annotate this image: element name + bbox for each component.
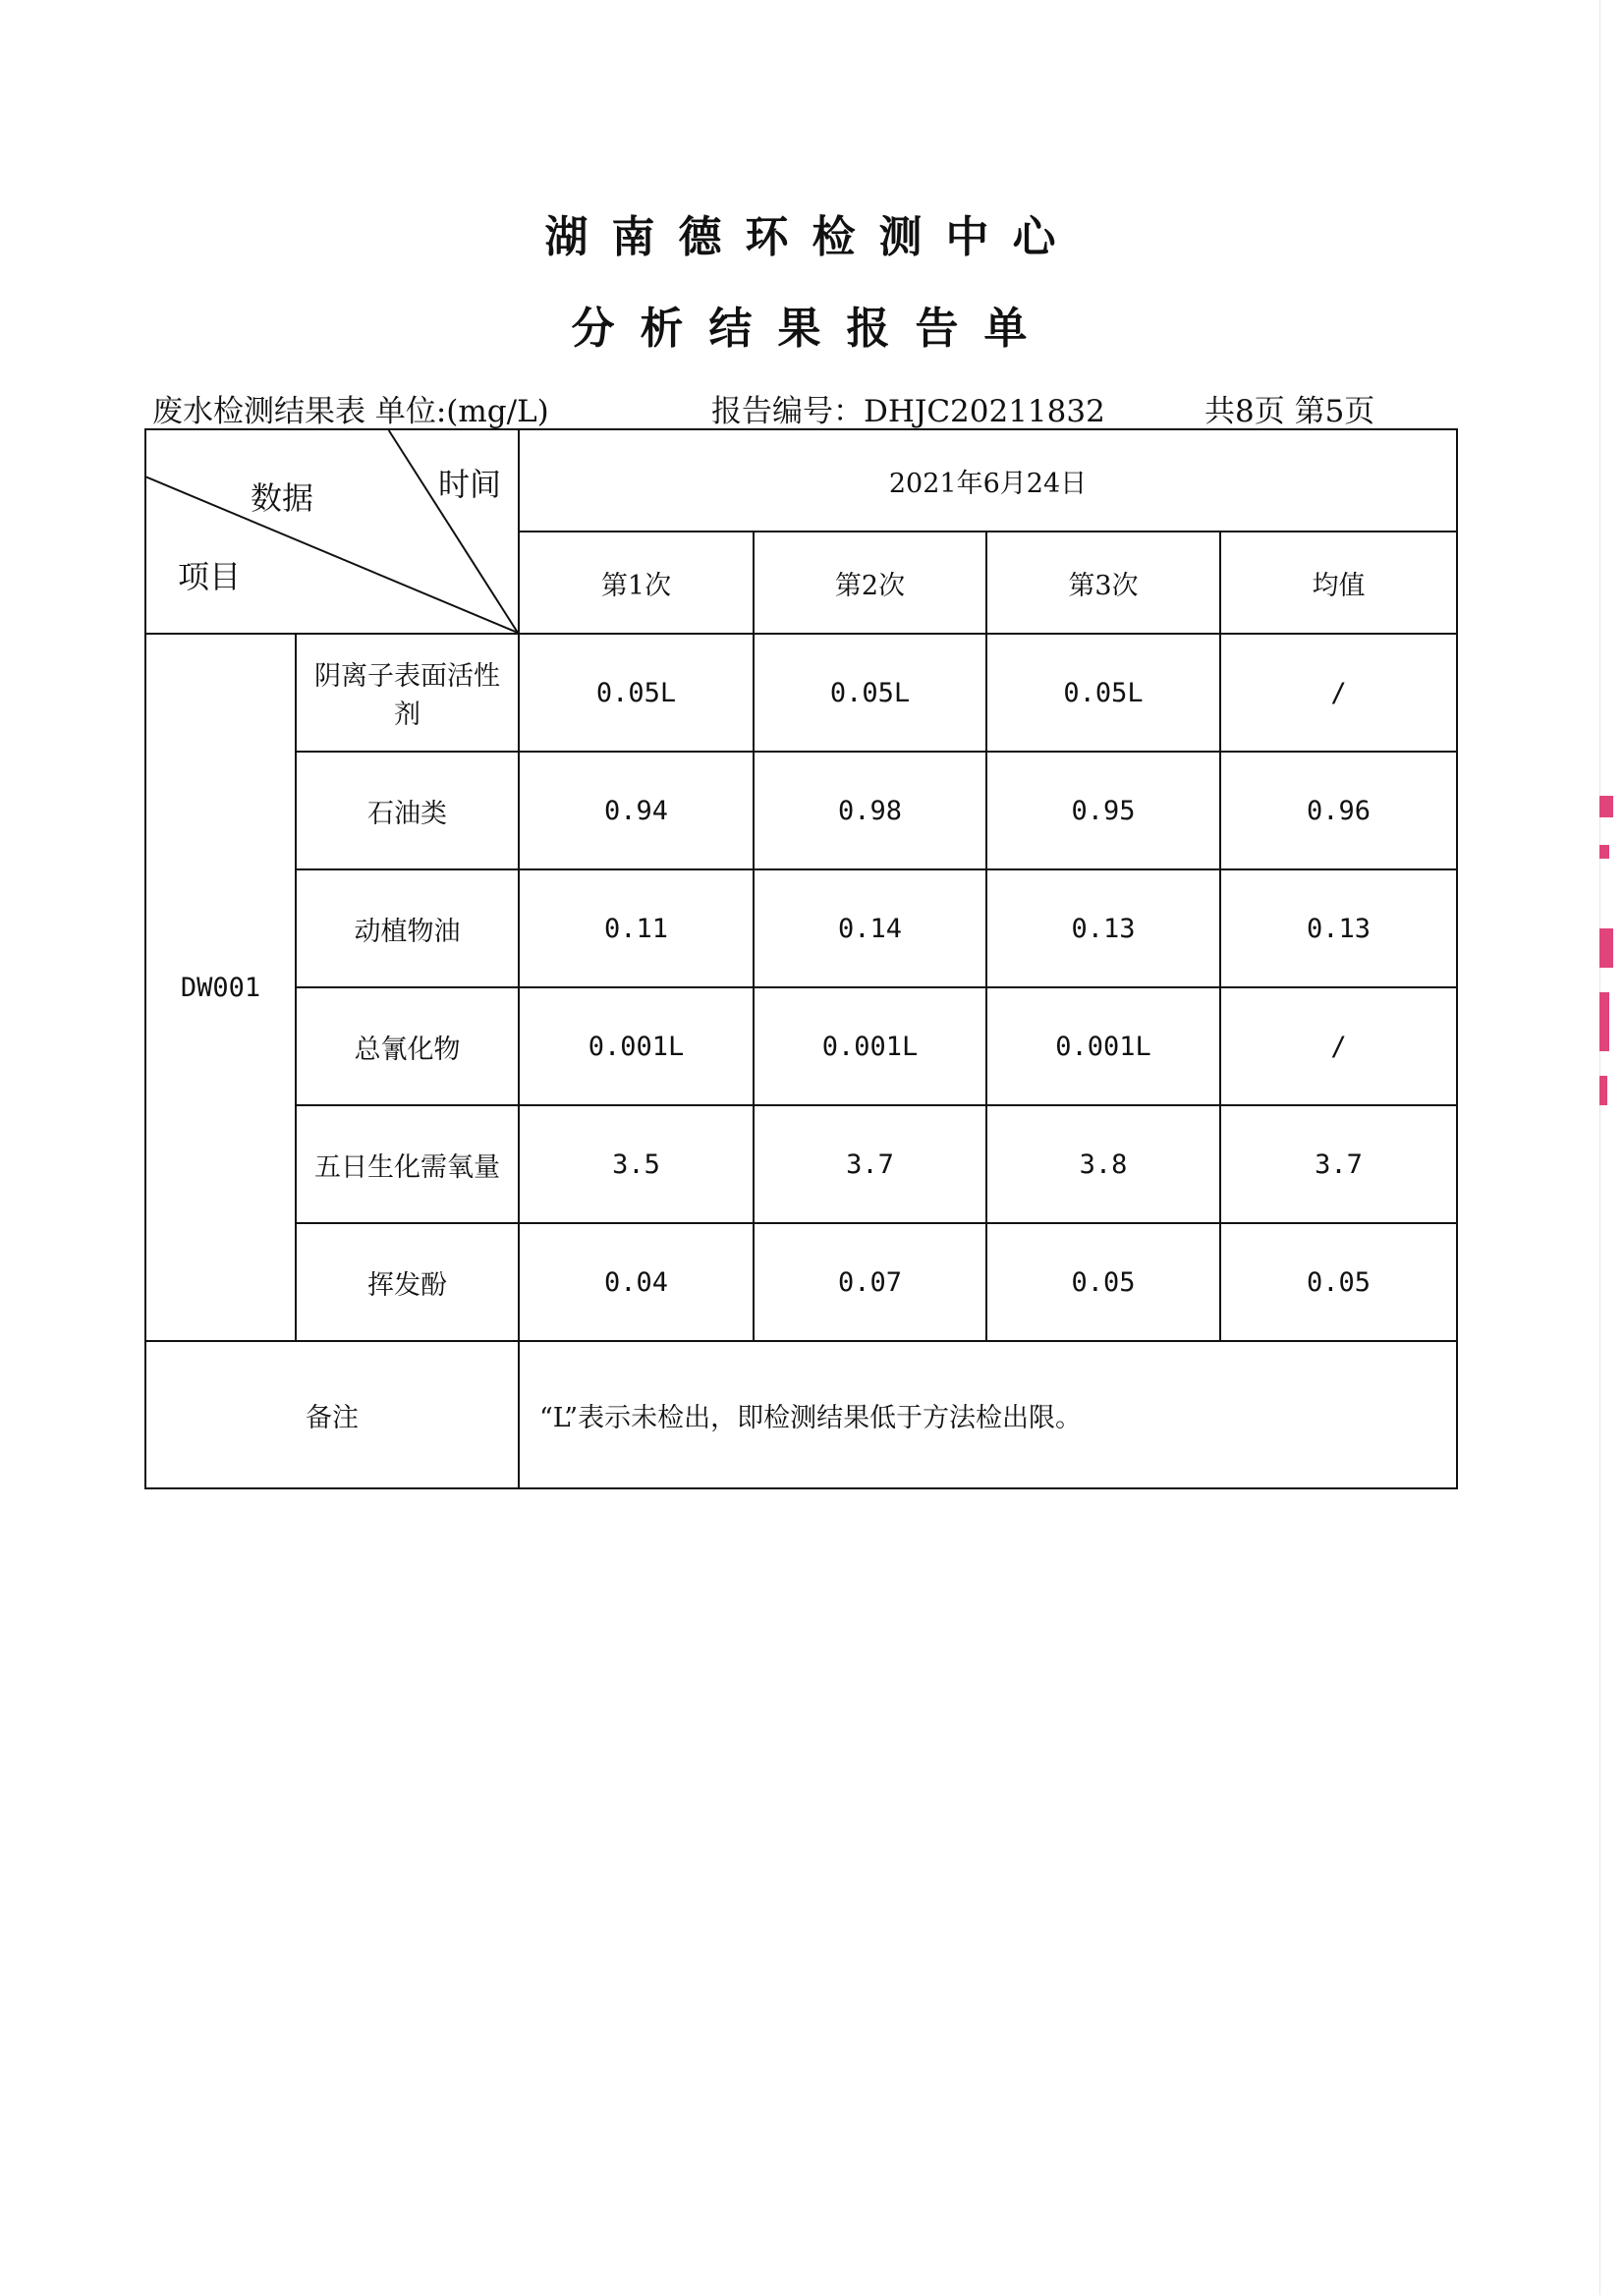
table-cell: 0.05L [519, 634, 754, 752]
table-cell: 0.05L [754, 634, 986, 752]
seal-stamp-fragment [1599, 992, 1609, 1051]
row-label: 阴离子表面活性剂 [296, 634, 519, 752]
table-cell: 3.7 [754, 1105, 986, 1223]
row-label: 挥发酚 [296, 1223, 519, 1341]
table-cell: 0.98 [754, 752, 986, 869]
page-info: 共8页 第5页 [1204, 394, 1375, 429]
page-edge-line [1599, 0, 1600, 2295]
corner-label-time: 时间 [438, 466, 502, 503]
table-cell: 3.5 [519, 1105, 754, 1223]
column-header: 第2次 [754, 532, 986, 634]
column-header: 第3次 [986, 532, 1220, 634]
row-label: 总氰化物 [296, 987, 519, 1105]
row-label: 五日生化需氧量 [296, 1105, 519, 1223]
table-cell: 0.07 [754, 1223, 986, 1341]
row-label: 动植物油 [296, 869, 519, 987]
table-row [145, 1105, 1457, 1223]
corner-label-item: 项目 [178, 558, 242, 595]
note-label: 备注 [145, 1341, 519, 1488]
row-label: 石油类 [296, 752, 519, 869]
corner-header [145, 429, 519, 634]
table-row [145, 752, 1457, 869]
column-header: 均值 [1220, 532, 1457, 634]
table-cell: 0.05 [986, 1223, 1220, 1341]
table-cell: 0.96 [1220, 752, 1457, 869]
table-row [145, 869, 1457, 987]
table-cell: 0.13 [1220, 869, 1457, 987]
note-text: “L”表示未检出，即检测结果低于方法检出限。 [519, 1341, 1457, 1488]
seal-stamp-fragment [1599, 796, 1613, 817]
document-title: 分析结果报告单 [571, 304, 1053, 354]
table-cell: 0.05 [1220, 1223, 1457, 1341]
seal-stamp-fragment [1599, 928, 1613, 968]
table-caption: 废水检测结果表 单位:(mg/L) [152, 394, 549, 429]
organization-title: 湖南德环检测中心 [544, 212, 1080, 262]
results-table [144, 428, 1458, 1489]
table-row [145, 1223, 1457, 1341]
corner-label-data: 数据 [251, 479, 314, 517]
table-cell: 0.14 [754, 869, 986, 987]
table-cell: 0.001L [986, 987, 1220, 1105]
date-header: 2021年6月24日 [519, 429, 1457, 532]
table-cell: 0.13 [986, 869, 1220, 987]
table-cell: 3.7 [1220, 1105, 1457, 1223]
table-row [145, 634, 1457, 752]
table-cell: 0.001L [754, 987, 986, 1105]
seal-stamp-fragment [1599, 845, 1609, 859]
table-cell: 0.11 [519, 869, 754, 987]
table-cell: 0.05L [986, 634, 1220, 752]
note-row [145, 1341, 1457, 1488]
site-code: DW001 [145, 634, 296, 1341]
column-header: 第1次 [519, 532, 754, 634]
table-row [145, 987, 1457, 1105]
table-cell: 0.001L [519, 987, 754, 1105]
table-cell: 3.8 [986, 1105, 1220, 1223]
report-number: 报告编号：DHJC20211832 [711, 394, 1105, 429]
table-cell: 0.04 [519, 1223, 754, 1341]
table-cell: / [1220, 634, 1457, 752]
table-cell: / [1220, 987, 1457, 1105]
seal-stamp-fragment [1599, 1076, 1607, 1105]
table-cell: 0.94 [519, 752, 754, 869]
table-cell: 0.95 [986, 752, 1220, 869]
